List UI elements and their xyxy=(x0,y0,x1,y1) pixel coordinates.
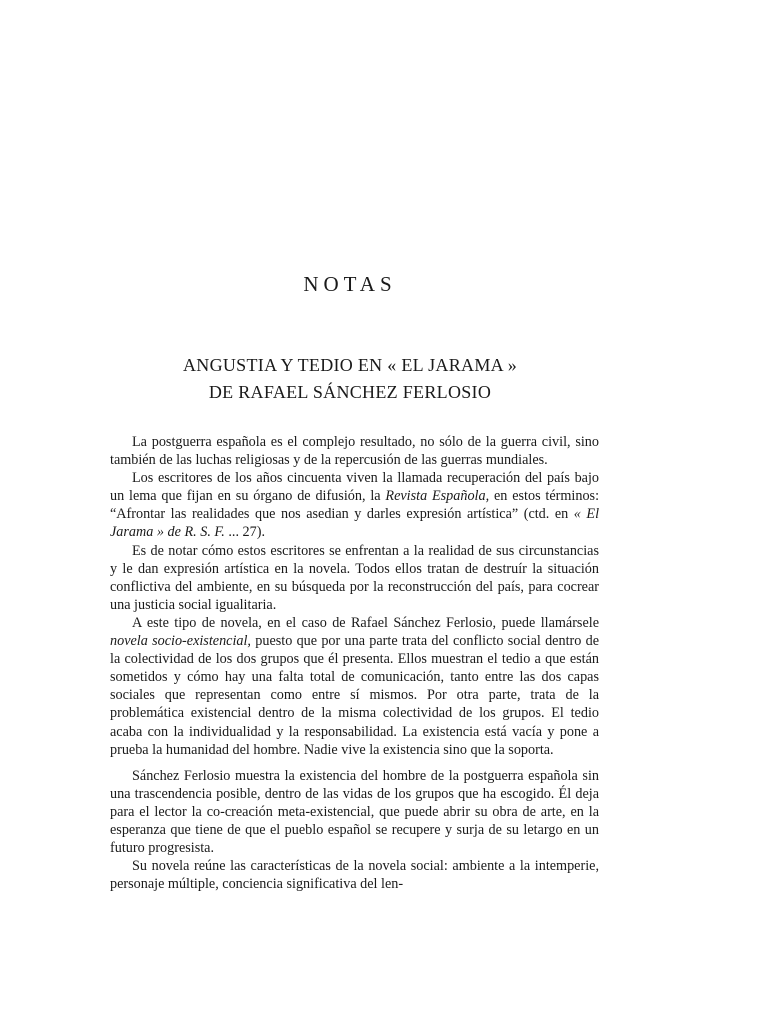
paragraph-1: La postguerra española es el complejo resultado, no sólo de la guerra civil, sino también de las luchas religiosas y de la repercusión de las guerras mundiales. xyxy=(110,434,599,469)
journal-title-italic: Revista Española, xyxy=(385,488,490,505)
paragraph-2-text-b: en estos términos: “Afrontar las realidades que nos asedian y darles expresión artística” (ctd. en xyxy=(110,488,600,523)
section-heading: NOTAS xyxy=(303,272,397,296)
article-title-line-1: ANGUSTIA Y TEDIO EN « EL JARAMA » xyxy=(182,355,518,375)
article-title xyxy=(0,352,700,406)
paragraph-2-text-a: Los escritores de los años cincuenta viven la llamada recuperación del país bajo un lema que fijan en su órgano de difusión, la xyxy=(110,470,599,505)
paragraph-4 xyxy=(110,614,599,759)
paragraph-3: Es de notar cómo estos escritores se enfrentan a la realidad de sus circunstancias y le dan expresión artística en la novela. Todos ellos tratan de destruír la situación conflictiva del ambiente, en su búsqueda por la reconstrucción del país, para cocrear una justicia social igualitaria. xyxy=(110,542,599,613)
article-title-line-2: DE RAFAEL SÁNCHEZ FERLOSIO xyxy=(208,382,492,402)
paragraph-4-text-b: puesto que por una parte trata del conflicto social dentro de la colectividad de los dos grupos que él presenta. Ellos muestran el tedio a que están sometidos y cómo hay una falta total de comunicación, tanto entre las dos capas sociales que representan como entre sí mismos. Por otra parte, trata de la problemática existencial dentro de la misma colectividad de los grupos. El tedio acaba con la individualidad y la responsabilidad. La existencia está vacía y pone a prueba la humanidad del hombre. Nadie vive la existencia sino que la soporta. xyxy=(110,633,599,758)
paragraph-4-text-a: A este tipo de novela, en el caso de Rafael Sánchez Ferlosio, puede llamársele xyxy=(132,614,599,631)
paragraph-2 xyxy=(110,469,599,541)
novel-type-italic: novela socio-existencial, xyxy=(110,633,251,650)
citation-italic: « El Jarama » de R. S. F. xyxy=(110,506,600,541)
paragraph-5: Sánchez Ferlosio muestra la existencia del hombre de la postguerra española sin una trascendencia posible, dentro de las vidas de los grupos que ha escogido. Él deja para el lector la co-creación meta-existencial, que puede abrir su obra de arte, en la esperanza que tiene de que el pueblo español se recupere y surja de su letargo en un futuro progresista. xyxy=(110,767,599,857)
paragraph-2-text-c: ... 27). xyxy=(224,524,266,541)
article-body xyxy=(110,433,599,893)
paragraph-6: Su novela reúne las características de la novela social: ambiente a la intemperie, personaje múltiple, conciencia significativa del len- xyxy=(110,858,599,893)
